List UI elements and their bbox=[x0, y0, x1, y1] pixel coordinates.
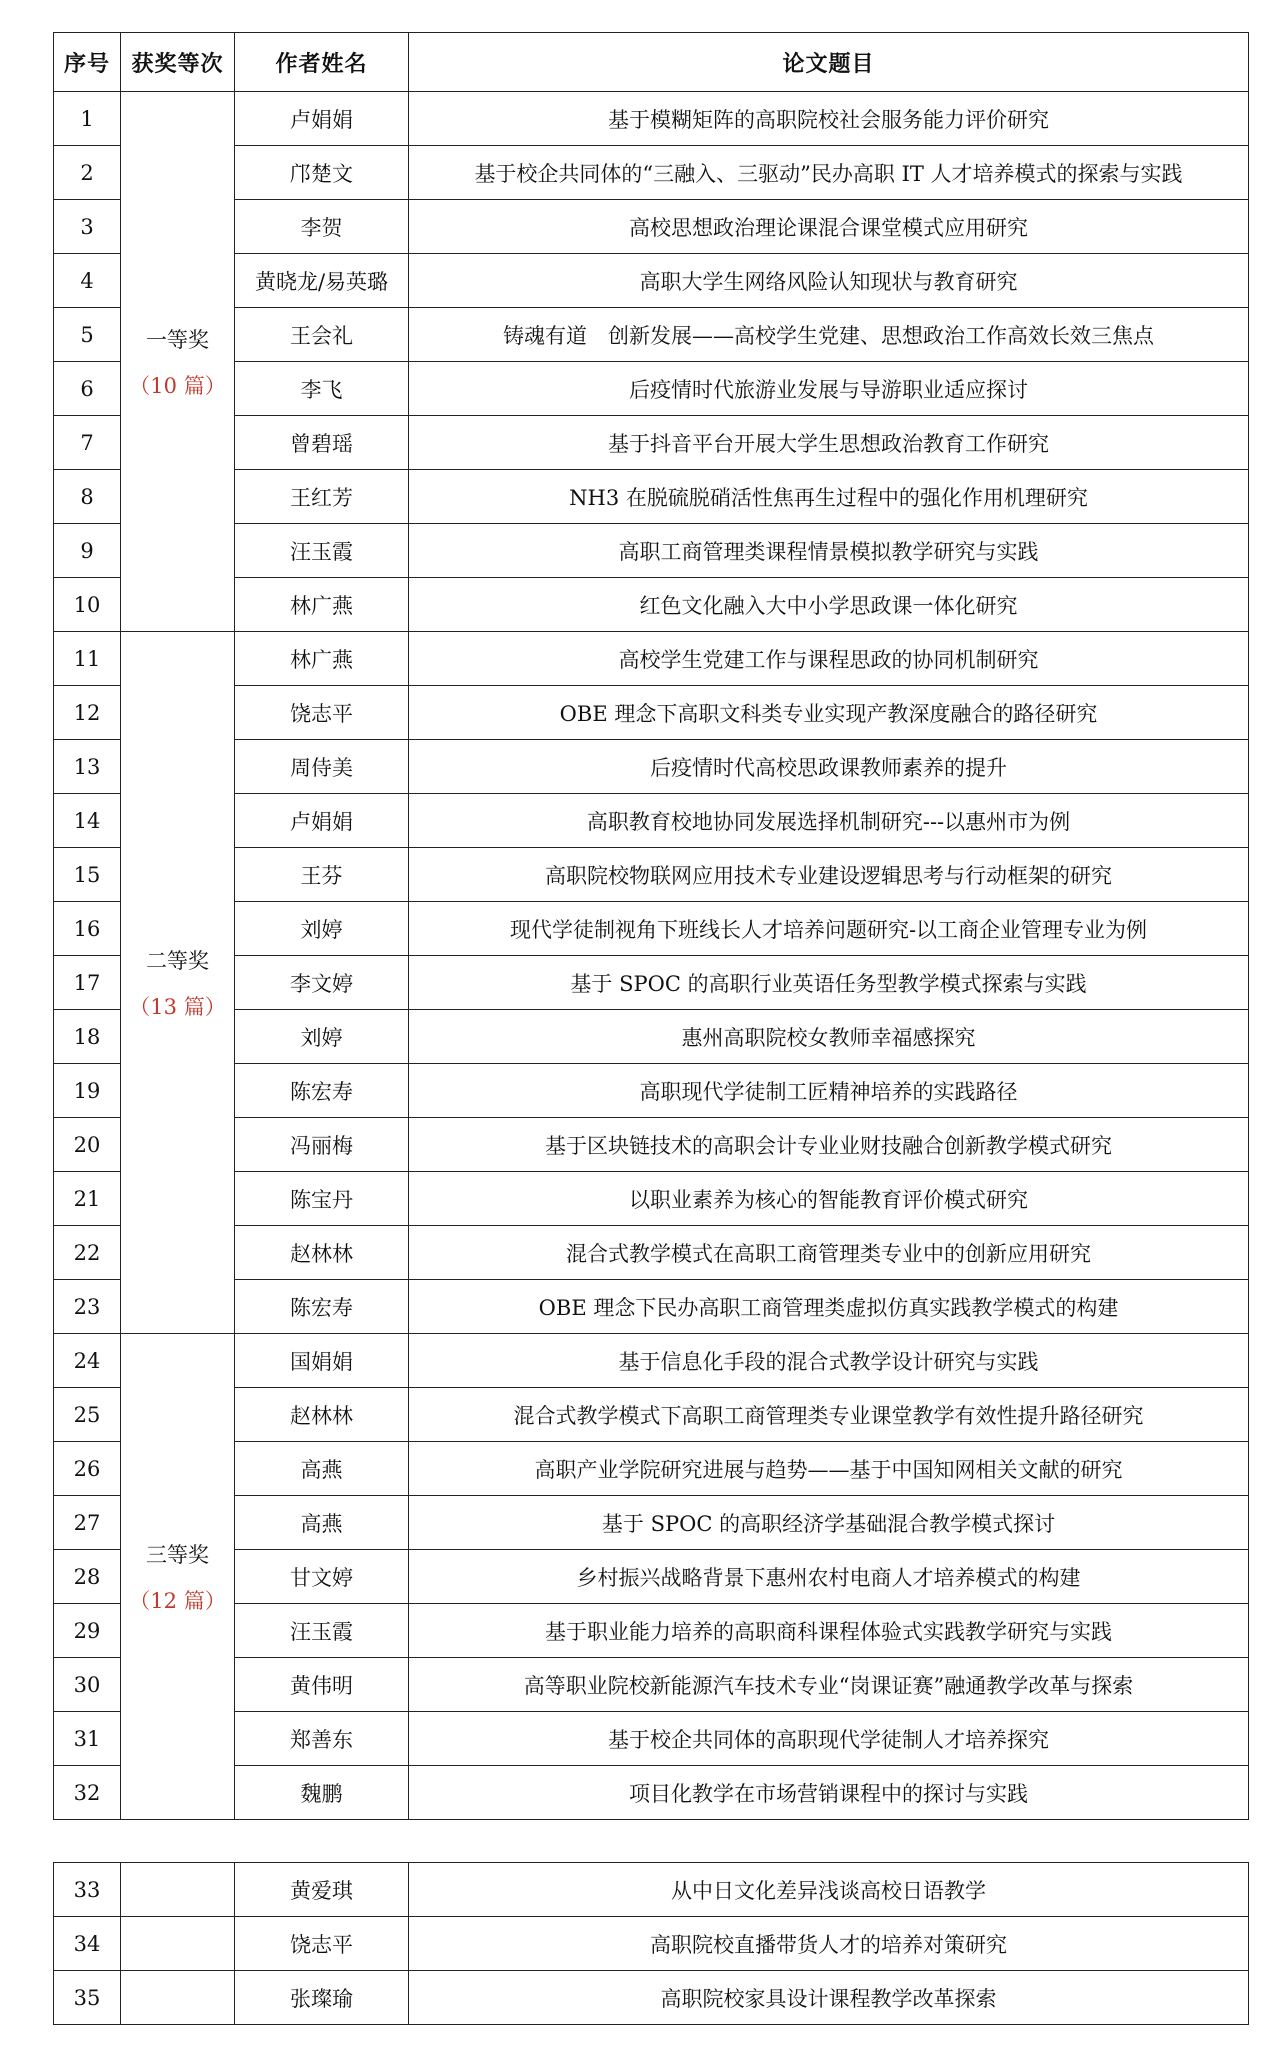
paper-title: 混合式教学模式下高职工商管理类专业课堂教学有效性提升路径研究 bbox=[409, 1388, 1249, 1442]
paper-title: 以职业素养为核心的智能教育评价模式研究 bbox=[409, 1172, 1249, 1226]
awards-table bbox=[53, 32, 1249, 1820]
row-number: 25 bbox=[54, 1388, 121, 1442]
row-number: 21 bbox=[54, 1172, 121, 1226]
paper-title: 混合式教学模式在高职工商管理类专业中的创新应用研究 bbox=[409, 1226, 1249, 1280]
row-number: 11 bbox=[54, 632, 121, 686]
author-name: 周侍美 bbox=[235, 740, 409, 794]
paper-title: 基于职业能力培养的高职商科课程体验式实践教学研究与实践 bbox=[409, 1604, 1249, 1658]
author-name: 刘婷 bbox=[235, 1010, 409, 1064]
paper-title: 基于抖音平台开展大学生思想政治教育工作研究 bbox=[409, 416, 1249, 470]
paper-title: 高职教育校地协同发展选择机制研究---以惠州市为例 bbox=[409, 794, 1249, 848]
award-level-label: 一等奖 bbox=[146, 327, 209, 352]
row-number: 12 bbox=[54, 686, 121, 740]
header-title: 论文题目 bbox=[409, 33, 1249, 92]
paper-title: OBE 理念下高职文科类专业实现产教深度融合的路径研究 bbox=[409, 686, 1249, 740]
row-number: 27 bbox=[54, 1496, 121, 1550]
author-name: 魏鹏 bbox=[235, 1766, 409, 1820]
author-name: 赵林林 bbox=[235, 1388, 409, 1442]
row-number: 5 bbox=[54, 308, 121, 362]
paper-title: 高职工商管理类课程情景模拟教学研究与实践 bbox=[409, 524, 1249, 578]
header-author: 作者姓名 bbox=[235, 33, 409, 92]
author-name: 卢娟娟 bbox=[235, 794, 409, 848]
row-number: 13 bbox=[54, 740, 121, 794]
author-name: 林广燕 bbox=[235, 578, 409, 632]
author-name: 卢娟娟 bbox=[235, 92, 409, 146]
row-number: 32 bbox=[54, 1766, 121, 1820]
paper-title: OBE 理念下民办高职工商管理类虚拟仿真实践教学模式的构建 bbox=[409, 1280, 1249, 1334]
paper-title: 高职现代学徒制工匠精神培养的实践路径 bbox=[409, 1064, 1249, 1118]
row-number: 31 bbox=[54, 1712, 121, 1766]
row-number: 2 bbox=[54, 146, 121, 200]
award-level-cell bbox=[121, 632, 235, 1334]
row-number: 20 bbox=[54, 1118, 121, 1172]
header-level: 获奖等次 bbox=[121, 33, 235, 92]
award-level-cell bbox=[121, 1917, 235, 1971]
author-name: 陈宏寿 bbox=[235, 1280, 409, 1334]
row-number: 14 bbox=[54, 794, 121, 848]
paper-title: NH3 在脱硫脱硝活性焦再生过程中的强化作用机理研究 bbox=[409, 470, 1249, 524]
row-number: 26 bbox=[54, 1442, 121, 1496]
row-number: 35 bbox=[54, 1971, 121, 2025]
paper-title: 高职院校物联网应用技术专业建设逻辑思考与行动框架的研究 bbox=[409, 848, 1249, 902]
table-row bbox=[54, 1863, 1249, 1917]
row-number: 18 bbox=[54, 1010, 121, 1064]
row-number: 28 bbox=[54, 1550, 121, 1604]
author-name: 李贺 bbox=[235, 200, 409, 254]
award-level-cell bbox=[121, 1334, 235, 1820]
author-name: 王会礼 bbox=[235, 308, 409, 362]
paper-title: 红色文化融入大中小学思政课一体化研究 bbox=[409, 578, 1249, 632]
paper-title: 高职大学生网络风险认知现状与教育研究 bbox=[409, 254, 1249, 308]
author-name: 赵林林 bbox=[235, 1226, 409, 1280]
paper-title: 基于区块链技术的高职会计专业业财技融合创新教学模式研究 bbox=[409, 1118, 1249, 1172]
table-row bbox=[54, 1917, 1249, 1971]
paper-title: 高校思想政治理论课混合课堂模式应用研究 bbox=[409, 200, 1249, 254]
author-name: 冯丽梅 bbox=[235, 1118, 409, 1172]
author-name: 汪玉霞 bbox=[235, 1604, 409, 1658]
paper-title: 乡村振兴战略背景下惠州农村电商人才培养模式的构建 bbox=[409, 1550, 1249, 1604]
paper-title: 从中日文化差异浅谈高校日语教学 bbox=[409, 1863, 1249, 1917]
row-number: 15 bbox=[54, 848, 121, 902]
row-number: 29 bbox=[54, 1604, 121, 1658]
paper-title: 高校学生党建工作与课程思政的协同机制研究 bbox=[409, 632, 1249, 686]
paper-title: 基于校企共同体的高职现代学徒制人才培养探究 bbox=[409, 1712, 1249, 1766]
author-name: 黄晓龙/易英璐 bbox=[235, 254, 409, 308]
paper-title: 高职院校家具设计课程教学改革探索 bbox=[409, 1971, 1249, 2025]
author-name: 黄伟明 bbox=[235, 1658, 409, 1712]
award-count-label: （10 篇） bbox=[129, 373, 226, 398]
author-name: 高燕 bbox=[235, 1496, 409, 1550]
row-number: 19 bbox=[54, 1064, 121, 1118]
author-name: 李文婷 bbox=[235, 956, 409, 1010]
paper-title: 高职院校直播带货人才的培养对策研究 bbox=[409, 1917, 1249, 1971]
author-name: 王芬 bbox=[235, 848, 409, 902]
author-name: 曾碧瑶 bbox=[235, 416, 409, 470]
author-name: 陈宝丹 bbox=[235, 1172, 409, 1226]
paper-title: 基于 SPOC 的高职行业英语任务型教学模式探索与实践 bbox=[409, 956, 1249, 1010]
author-name: 黄爱琪 bbox=[235, 1863, 409, 1917]
paper-title: 现代学徒制视角下班线长人才培养问题研究-以工商企业管理专业为例 bbox=[409, 902, 1249, 956]
paper-title: 高等职业院校新能源汽车技术专业“岗课证赛”融通教学改革与探索 bbox=[409, 1658, 1249, 1712]
paper-title: 铸魂有道 创新发展——高校学生党建、思想政治工作高效长效三焦点 bbox=[409, 308, 1249, 362]
author-name: 高燕 bbox=[235, 1442, 409, 1496]
author-name: 饶志平 bbox=[235, 1917, 409, 1971]
table-row bbox=[54, 632, 1249, 686]
award-level-label: 三等奖 bbox=[146, 1542, 209, 1567]
paper-title: 后疫情时代高校思政课教师素养的提升 bbox=[409, 740, 1249, 794]
paper-title: 基于模糊矩阵的高职院校社会服务能力评价研究 bbox=[409, 92, 1249, 146]
header-no: 序号 bbox=[54, 33, 121, 92]
row-number: 34 bbox=[54, 1917, 121, 1971]
row-number: 4 bbox=[54, 254, 121, 308]
author-name: 张璨瑜 bbox=[235, 1971, 409, 2025]
paper-title: 基于校企共同体的“三融入、三驱动”民办高职 IT 人才培养模式的探索与实践 bbox=[409, 146, 1249, 200]
award-count-label: （12 篇） bbox=[129, 1588, 226, 1613]
author-name: 王红芳 bbox=[235, 470, 409, 524]
paper-title: 高职产业学院研究进展与趋势——基于中国知网相关文献的研究 bbox=[409, 1442, 1249, 1496]
author-name: 林广燕 bbox=[235, 632, 409, 686]
author-name: 郑善东 bbox=[235, 1712, 409, 1766]
table-header-row bbox=[54, 33, 1249, 92]
row-number: 17 bbox=[54, 956, 121, 1010]
row-number: 9 bbox=[54, 524, 121, 578]
row-number: 33 bbox=[54, 1863, 121, 1917]
row-number: 16 bbox=[54, 902, 121, 956]
row-number: 3 bbox=[54, 200, 121, 254]
author-name: 刘婷 bbox=[235, 902, 409, 956]
award-level-cell bbox=[121, 1971, 235, 2025]
awards-table-body bbox=[54, 92, 1249, 1820]
author-name: 国娟娟 bbox=[235, 1334, 409, 1388]
row-number: 30 bbox=[54, 1658, 121, 1712]
award-level-cell bbox=[121, 92, 235, 632]
row-number: 23 bbox=[54, 1280, 121, 1334]
paper-title: 项目化教学在市场营销课程中的探讨与实践 bbox=[409, 1766, 1249, 1820]
row-number: 24 bbox=[54, 1334, 121, 1388]
author-name: 甘文婷 bbox=[235, 1550, 409, 1604]
award-count-label: （13 篇） bbox=[129, 994, 226, 1019]
extra-table-body bbox=[54, 1863, 1249, 2025]
author-name: 邝楚文 bbox=[235, 146, 409, 200]
paper-title: 惠州高职院校女教师幸福感探究 bbox=[409, 1010, 1249, 1064]
extra-awards-table bbox=[53, 1862, 1249, 2025]
award-level-cell bbox=[121, 1863, 235, 1917]
table-row bbox=[54, 1971, 1249, 2025]
paper-title: 基于信息化手段的混合式教学设计研究与实践 bbox=[409, 1334, 1249, 1388]
author-name: 饶志平 bbox=[235, 686, 409, 740]
paper-title: 基于 SPOC 的高职经济学基础混合教学模式探讨 bbox=[409, 1496, 1249, 1550]
row-number: 7 bbox=[54, 416, 121, 470]
row-number: 8 bbox=[54, 470, 121, 524]
row-number: 22 bbox=[54, 1226, 121, 1280]
author-name: 李飞 bbox=[235, 362, 409, 416]
author-name: 陈宏寿 bbox=[235, 1064, 409, 1118]
row-number: 10 bbox=[54, 578, 121, 632]
table-row bbox=[54, 92, 1249, 146]
award-level-label: 二等奖 bbox=[146, 948, 209, 973]
paper-title: 后疫情时代旅游业发展与导游职业适应探讨 bbox=[409, 362, 1249, 416]
row-number: 6 bbox=[54, 362, 121, 416]
row-number: 1 bbox=[54, 92, 121, 146]
table-row bbox=[54, 1334, 1249, 1388]
author-name: 汪玉霞 bbox=[235, 524, 409, 578]
